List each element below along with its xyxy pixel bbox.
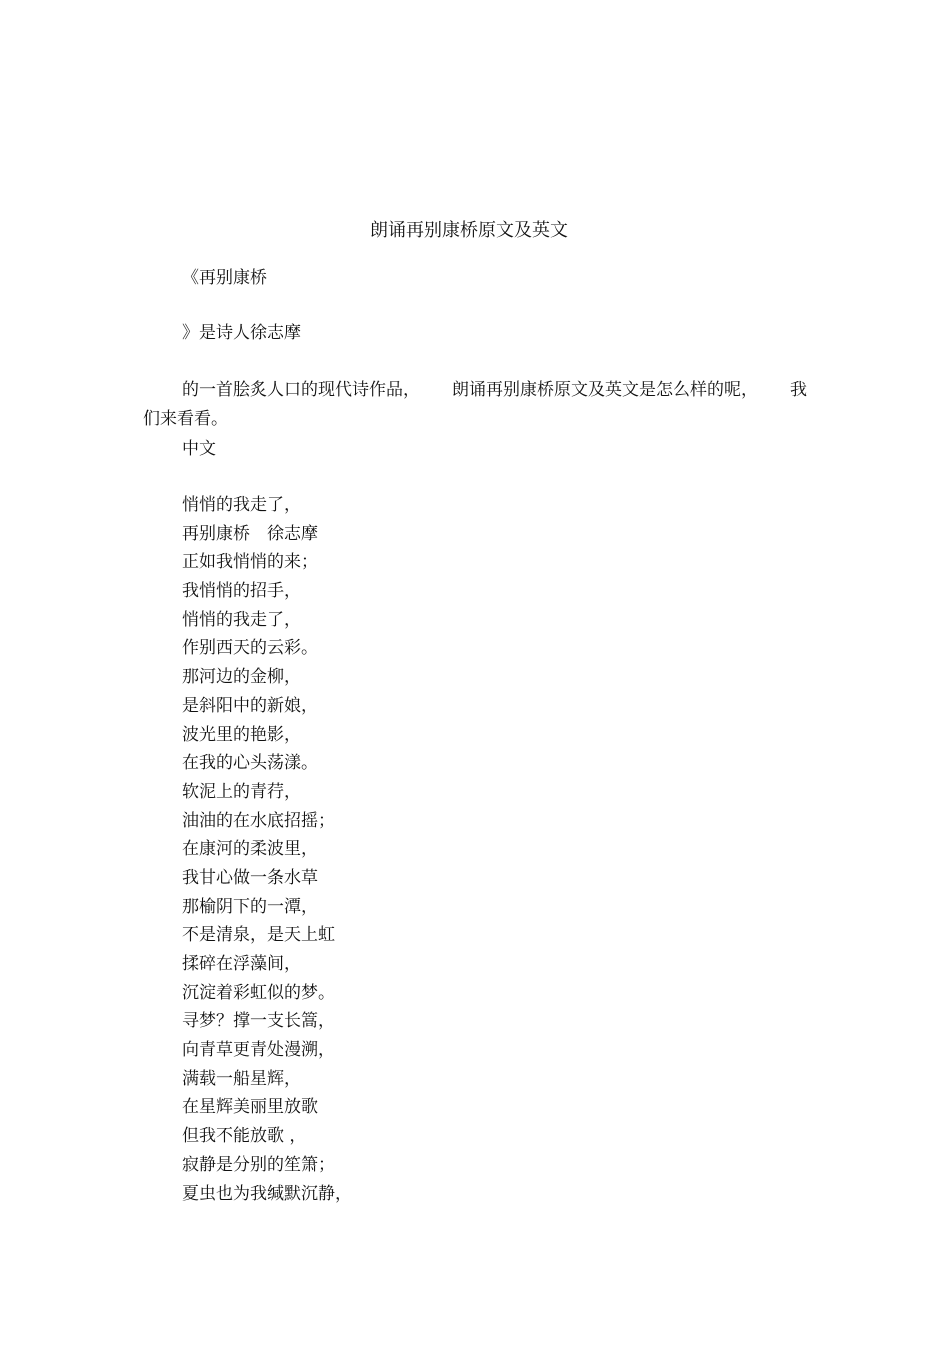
poem-text bbox=[182, 493, 352, 1210]
document-title: 朗诵再别康桥原文及英文 bbox=[370, 220, 568, 241]
poem-line: 作别西天的云彩。 bbox=[182, 638, 318, 659]
poem-line: 不是清泉，是天上虹 bbox=[182, 925, 335, 946]
poem-line: 悄悄的我走了， bbox=[182, 495, 301, 515]
intro-line-1: 《再别康桥 bbox=[182, 268, 267, 288]
intro-line-2: 》是诗人徐志摩 bbox=[182, 323, 301, 343]
poem-line: 软泥上的青荇， bbox=[182, 781, 301, 802]
poem-line: 但我不能放歌 ， bbox=[182, 1126, 307, 1147]
intro-line-3-part-3: 我 bbox=[790, 380, 807, 400]
poem-line: 沉淀着彩虹似的梦。 bbox=[182, 982, 335, 1003]
poem-line: 在星辉美丽里放歌 bbox=[182, 1097, 318, 1118]
poem-line: 在我的心头荡漾。 bbox=[182, 753, 318, 774]
intro-line-3 bbox=[182, 378, 807, 402]
poem-line: 揉碎在浮藻间， bbox=[182, 954, 301, 974]
poem-line: 那榆阴下的一潭， bbox=[182, 896, 318, 917]
section-label-chinese: 中文 bbox=[182, 439, 216, 459]
poem-line: 向青草更青处漫溯， bbox=[182, 1040, 335, 1061]
poem-line: 再别康桥 徐志摩 bbox=[182, 523, 318, 544]
poem-line: 我悄悄的招手， bbox=[182, 581, 301, 602]
poem-line: 寻梦？撑一支长篙， bbox=[182, 1011, 335, 1032]
poem-line: 在康河的柔波里， bbox=[182, 839, 318, 860]
intro-line-3-part-2: 朗诵再别康桥原文及英文是怎么样的呢， bbox=[452, 380, 758, 400]
poem-line: 正如我悄悄的来； bbox=[182, 552, 318, 573]
poem-line: 我甘心做一条水草 bbox=[182, 867, 318, 888]
intro-line-3-part-1: 的一首脍炙人口的现代诗作品， bbox=[182, 380, 420, 400]
poem-line: 夏虫也为我缄默沉静， bbox=[182, 1183, 352, 1204]
poem-line: 油油的在水底招摇； bbox=[182, 810, 335, 831]
poem-line: 是斜阳中的新娘， bbox=[182, 695, 318, 716]
poem-line: 悄悄的我走了， bbox=[182, 609, 301, 630]
poem-line: 满载一船星辉， bbox=[182, 1068, 301, 1089]
poem-line: 波光里的艳影， bbox=[182, 724, 301, 745]
poem-line: 那河边的金柳， bbox=[182, 667, 301, 688]
intro-line-4: 们来看看。 bbox=[143, 409, 228, 429]
poem-line: 寂静是分别的笙箫； bbox=[182, 1154, 335, 1175]
